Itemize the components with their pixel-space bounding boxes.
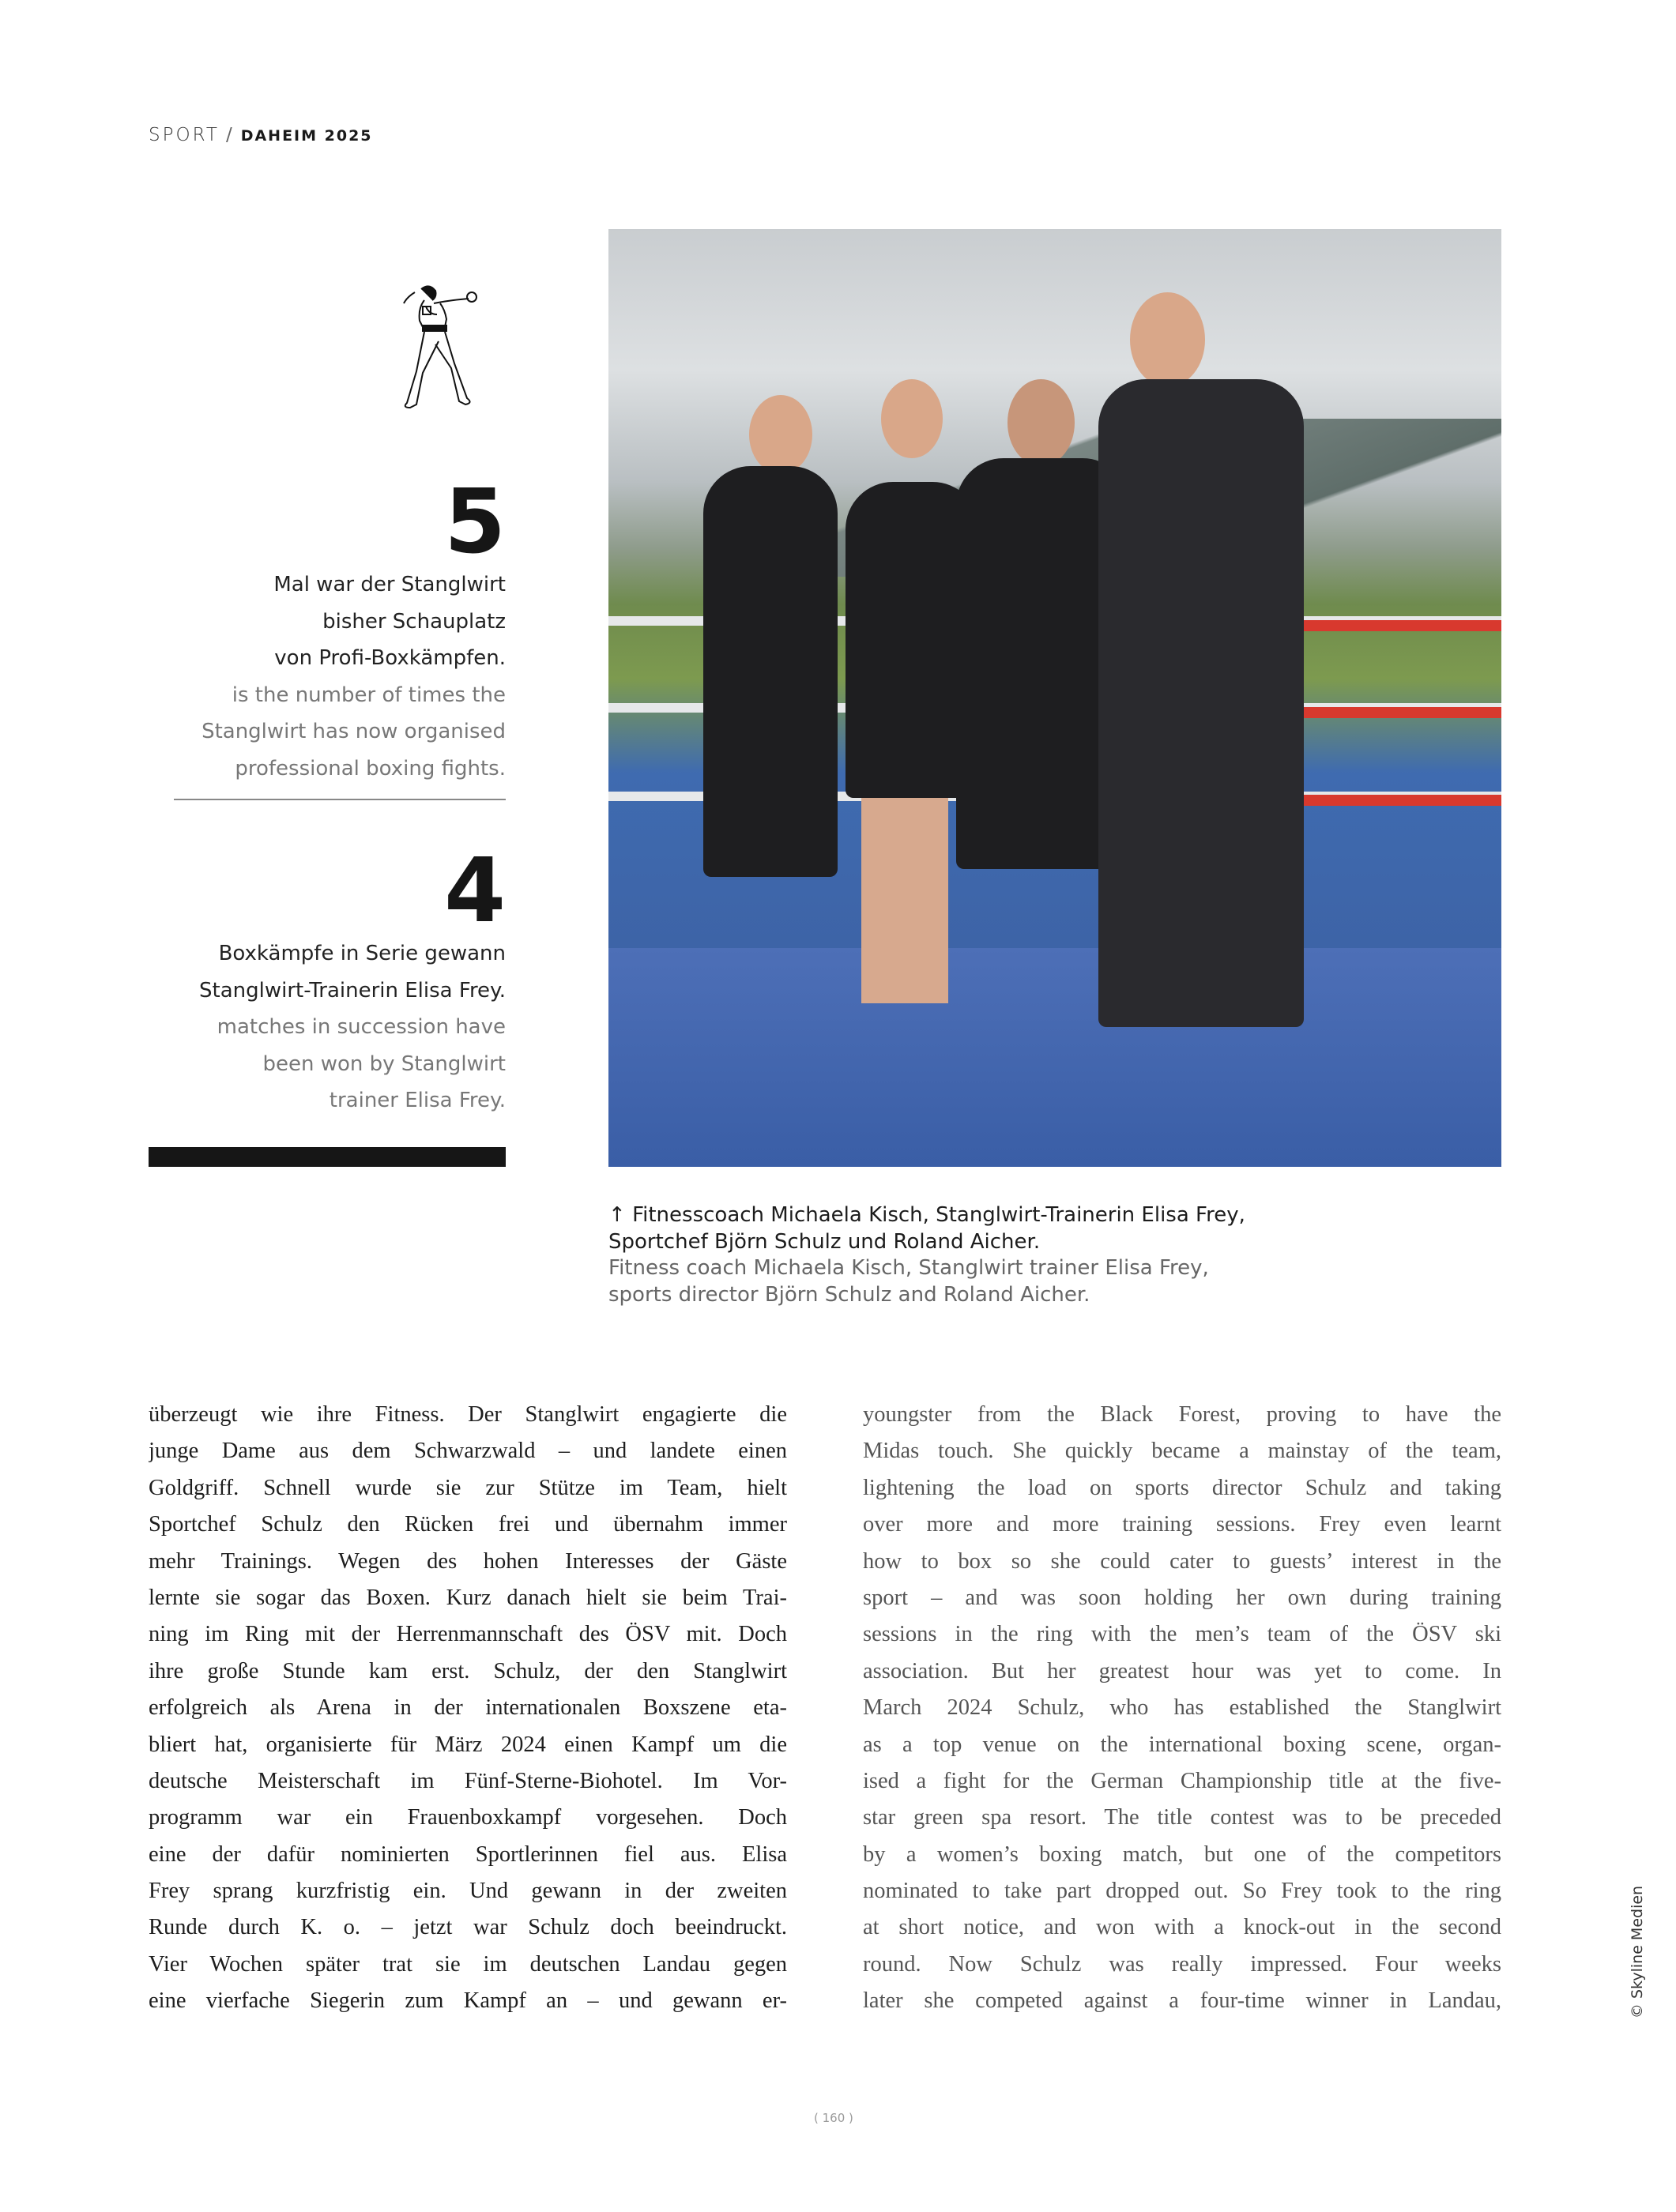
stat-english-line: trainer Elisa Frey. bbox=[329, 1089, 506, 1112]
caption-english-line: sports director Björn Schulz and Roland Aicher. bbox=[608, 1282, 1090, 1307]
page-number: ( 160 ) bbox=[814, 2111, 853, 2125]
body-text-line: Vier Wochen später trat sie im deutschen Landau gegen bbox=[149, 1951, 787, 1977]
person-head bbox=[1007, 379, 1075, 466]
caption-german-line bbox=[608, 1202, 1501, 1229]
body-text-line: by a women’s boxing match, but one of the competitors bbox=[863, 1841, 1501, 1867]
stat-five bbox=[149, 471, 506, 787]
stat-english-line: Stanglwirt has now organised bbox=[201, 720, 506, 743]
body-text-line: Frey sprang kurzfristig ein. Und gewann in der zweiten bbox=[149, 1879, 787, 1904]
body-text-line: at short notice, and won with a knock-out in the second bbox=[863, 1915, 1501, 1940]
stat-english-line: matches in succession have bbox=[217, 1015, 506, 1039]
stat-number: 4 bbox=[444, 840, 506, 942]
stat-english-line: is the number of times the bbox=[232, 683, 506, 707]
stat-german-line: Mal war der Stanglwirt bbox=[273, 573, 506, 596]
body-text-line: as a top venue on the international boxing scene, organ- bbox=[863, 1732, 1501, 1757]
section-label: SPORT bbox=[149, 125, 220, 145]
photo-credit: © Skyline Medien bbox=[1629, 1885, 1646, 2019]
person-head bbox=[1130, 292, 1205, 387]
stat-english-line: professional boxing fights. bbox=[235, 756, 506, 781]
body-text-line: deutsche Meisterschaft im Fünf-Sterne-Biohotel. Im Vor- bbox=[149, 1768, 787, 1793]
body-text-line: lightening the load on sports director Schulz and taking bbox=[863, 1475, 1501, 1500]
body-text-line: round. Now Schulz was really impressed. Four weeks bbox=[863, 1951, 1501, 1977]
body-text-line: sport – and was soon holding her own during training bbox=[863, 1585, 1501, 1610]
caption-english-line: Fitness coach Michaela Kisch, Stanglwirt trainer Elisa Frey, bbox=[608, 1256, 1209, 1280]
stat-english-line: been won by Stanglwirt bbox=[262, 1051, 506, 1076]
person bbox=[703, 466, 838, 877]
team-photo bbox=[608, 229, 1501, 1167]
body-text-line: junge Dame aus dem Schwarzwald – und landete einen bbox=[149, 1439, 787, 1464]
person-legs bbox=[861, 798, 948, 1003]
body-text-line: how to box so she could cater to guests’ interest in the bbox=[863, 1548, 1501, 1574]
body-text-line: lernte sie sogar das Boxen. Kurz danach hielt sie beim Trai- bbox=[149, 1585, 787, 1610]
stat-german-line: Stanglwirt-Trainerin Elisa Frey. bbox=[199, 978, 506, 1003]
body-text-line: programm war ein Frauenboxkampf vorgesehen. Doch bbox=[149, 1805, 787, 1830]
body-text-line: youngster from the Black Forest, proving to have the bbox=[863, 1402, 1501, 1427]
ring-floor bbox=[608, 948, 1501, 1167]
stat-four bbox=[149, 840, 506, 1119]
body-text-line: Goldgriff. Schnell wurde sie zur Stütze im Team, hielt bbox=[149, 1475, 787, 1500]
caption-text: Fitnesscoach Michaela Kisch, Stanglwirt-Trainerin Elisa Frey, bbox=[632, 1203, 1245, 1227]
body-text-line: over more and more training sessions. Frey even learnt bbox=[863, 1512, 1501, 1537]
body-text-line: eine der dafür nominierten Sportlerinnen fiel aus. Elisa bbox=[149, 1841, 787, 1867]
body-text-line: sessions in the ring with the men’s team of the ÖSV ski bbox=[863, 1622, 1501, 1647]
boxer-illustration-icon bbox=[399, 283, 486, 413]
person bbox=[1098, 379, 1304, 1027]
body-text-line: association. But her greatest hour was yet to come. In bbox=[863, 1658, 1501, 1683]
body-text-line: erfolgreich als Arena in der internationalen Boxszene eta- bbox=[149, 1695, 787, 1721]
divider bbox=[174, 799, 506, 800]
body-text-line: Runde durch K. o. – jetzt war Schulz doch beeindruckt. bbox=[149, 1915, 787, 1940]
body-text-line: bliert hat, organisierte für März 2024 einen Kampf um die bbox=[149, 1732, 787, 1757]
body-text-line: eine vierfache Siegerin zum Kampf an – und gewann er- bbox=[149, 1988, 787, 2014]
running-header bbox=[149, 125, 373, 145]
body-text-line: ning im Ring mit der Herrenmannschaft des ÖSV mit. Doch bbox=[149, 1622, 787, 1647]
photo-caption bbox=[608, 1202, 1501, 1308]
body-text-line: überzeugt wie ihre Fitness. Der Stanglwirt engagierte die bbox=[149, 1402, 787, 1427]
body-text-line: Midas touch. She quickly became a mainstay of the team, bbox=[863, 1439, 1501, 1464]
arrow-up-icon: ↑ bbox=[608, 1203, 626, 1227]
stat-german-line: bisher Schauplatz bbox=[322, 609, 506, 634]
caption-german-line: Sportchef Björn Schulz und Roland Aicher. bbox=[608, 1229, 1041, 1254]
stat-number: 5 bbox=[444, 471, 506, 574]
body-column-german bbox=[149, 1397, 787, 2020]
body-text-line: later she competed against a four-time winner in Landau, bbox=[863, 1988, 1501, 2014]
body-text-line: March 2024 Schulz, who has established the Stanglwirt bbox=[863, 1695, 1501, 1721]
body-text-line: nominated to take part dropped out. So Frey took to the ring bbox=[863, 1879, 1501, 1904]
black-bar bbox=[149, 1147, 506, 1167]
stat-german-line: von Profi-Boxkämpfen. bbox=[274, 646, 506, 670]
stat-german-line: Boxkämpfe in Serie gewann bbox=[218, 942, 506, 965]
person-head bbox=[881, 379, 943, 458]
body-text-line: ised a fight for the German Championship title at the five- bbox=[863, 1768, 1501, 1793]
header-separator: / bbox=[225, 125, 235, 145]
body-text-line: mehr Trainings. Wegen des hohen Interesses der Gäste bbox=[149, 1548, 787, 1574]
body-text-line: ihre große Stunde kam erst. Schulz, der den Stanglwirt bbox=[149, 1658, 787, 1683]
body-text-line: star green spa resort. The title contest was to be preceded bbox=[863, 1805, 1501, 1830]
person-head bbox=[749, 395, 812, 474]
body-text-line: Sportchef Schulz den Rücken frei und übernahm immer bbox=[149, 1512, 787, 1537]
body-column-english bbox=[863, 1397, 1501, 2020]
issue-label: DAHEIM 2025 bbox=[240, 127, 373, 145]
